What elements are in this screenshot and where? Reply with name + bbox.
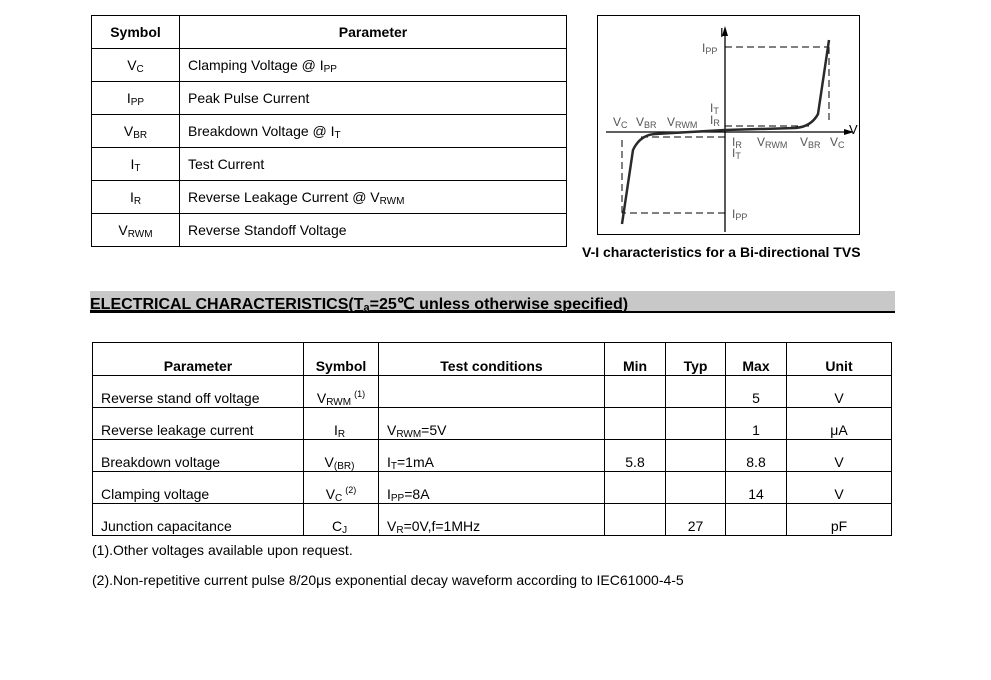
footnote-1: (1).Other voltages available upon request.: [92, 542, 353, 558]
conditions-cell: $I_T=1mA$: [379, 440, 605, 472]
typ-cell: [666, 376, 726, 408]
symbol-cell: $I_R$: [92, 181, 180, 214]
conditions-cell: $V_R=0V,f=1MHz$: [379, 504, 605, 536]
elec-table-header: [93, 343, 892, 376]
parameter-cell: Breakdown Voltage @ $I_T$: [180, 115, 567, 148]
max-cell: 5: [726, 376, 787, 408]
table-row: [93, 440, 892, 472]
header-typ: Typ: [666, 343, 726, 376]
symbol-cell: $V_{RWM}$: [92, 214, 180, 247]
symbol-table-header: [92, 16, 567, 49]
typ-cell: 27: [666, 504, 726, 536]
header-max: Max: [726, 343, 787, 376]
header-min: Min: [605, 343, 666, 376]
max-cell: 8.8: [726, 440, 787, 472]
typ-cell: [666, 472, 726, 504]
max-cell: [726, 504, 787, 536]
parameter-cell: Junction capacitance: [93, 504, 304, 536]
label-ir-bottom: $I_R$: [732, 135, 742, 150]
parameter-cell: Clamping Voltage @ $I_{PP}$: [180, 49, 567, 82]
parameter-cell: Peak Pulse Current: [180, 82, 567, 115]
parameter-cell: Clamping voltage: [93, 472, 304, 504]
symbol-row: [92, 82, 567, 115]
vi-diagram-caption: V-I characteristics for a Bi-directional TVS: [582, 244, 861, 260]
min-cell: [605, 472, 666, 504]
unit-cell: V: [787, 376, 892, 408]
symbol-row: [92, 148, 567, 181]
footnote-2: (2).Non-repetitive current pulse 8/20μs exponential decay waveform according to IEC61000-4-5: [92, 572, 684, 588]
parameter-cell: Breakdown voltage: [93, 440, 304, 472]
min-cell: [605, 408, 666, 440]
label-vbr-left: $V_{BR}$: [636, 115, 657, 130]
label-vbr-right: $V_{BR}$: [800, 135, 821, 150]
symbol-row: [92, 181, 567, 214]
typ-cell: [666, 408, 726, 440]
header-symbol: Symbol: [304, 343, 379, 376]
vi-characteristics-diagram: [597, 15, 860, 235]
electrical-characteristics-table: [92, 342, 892, 536]
voltage-axis-label: V: [849, 122, 858, 137]
unit-cell: μA: [787, 408, 892, 440]
table-row: [93, 504, 892, 536]
symbol-cell: $C_J$: [304, 504, 379, 536]
label-vrwm-right: $V_{RWM}$: [757, 135, 788, 150]
conditions-cell: [379, 376, 605, 408]
symbol-row: [92, 214, 567, 247]
min-cell: [605, 504, 666, 536]
parameter-cell: Reverse stand off voltage: [93, 376, 304, 408]
label-vrwm-left: $V_{RWM}$: [667, 115, 698, 130]
conditions-cell: $I_{PP}=8A$: [379, 472, 605, 504]
label-vc-right: $V_C$: [830, 135, 845, 150]
unit-cell: pF: [787, 504, 892, 536]
label-vc-left: $V_C$: [613, 115, 628, 130]
label-it-bottom: $I_T$: [732, 146, 741, 161]
label-it-top: $I_T$: [710, 101, 719, 116]
max-cell: 14: [726, 472, 787, 504]
symbol-header: Symbol: [92, 16, 180, 49]
symbol-cell: $V_C^{(2)}$: [304, 472, 379, 504]
symbol-cell: $I_T$: [92, 148, 180, 181]
section-title: ELECTRICAL $CHARACTERISTICS(T_a=25℃$ unless otherwise specified): [90, 296, 629, 314]
label-ir-top: $I_R$: [710, 113, 720, 128]
symbol-row: [92, 49, 567, 82]
parameter-cell: Reverse Standoff Voltage: [180, 214, 567, 247]
label-ipp-top: $I_{PP}$: [702, 41, 718, 56]
symbol-cell: $V_{BR}$: [92, 115, 180, 148]
header-parameter: Parameter: [93, 343, 304, 376]
parameter-cell: Reverse Leakage Current @ $V_{RWM}$: [180, 181, 567, 214]
label-ipp-bottom: $I_{PP}$: [732, 207, 748, 222]
table-row: [93, 408, 892, 440]
symbol-cell: $V_{(BR)}$: [304, 440, 379, 472]
table-row: [93, 472, 892, 504]
unit-cell: V: [787, 440, 892, 472]
parameter-cell: Test Current: [180, 148, 567, 181]
min-cell: [605, 376, 666, 408]
typ-cell: [666, 440, 726, 472]
symbol-row: [92, 115, 567, 148]
header-test-conditions: Test conditions: [379, 343, 605, 376]
header-unit: Unit: [787, 343, 892, 376]
max-cell: 1: [726, 408, 787, 440]
conditions-cell: $V_{RWM}=5V$: [379, 408, 605, 440]
min-cell: 5.8: [605, 440, 666, 472]
parameter-cell: Reverse leakage current: [93, 408, 304, 440]
symbol-cell: $I_R$: [304, 408, 379, 440]
table-row: [93, 376, 892, 408]
symbol-cell: $V_{RWM}^{(1)}$: [304, 376, 379, 408]
section-title-bar: [90, 291, 895, 313]
unit-cell: V: [787, 472, 892, 504]
parameter-header: Parameter: [180, 16, 567, 49]
current-axis-label: I: [720, 25, 724, 40]
symbol-cell: $I_{PP}$: [92, 82, 180, 115]
symbol-table: [91, 15, 567, 247]
symbol-cell: $V_C$: [92, 49, 180, 82]
